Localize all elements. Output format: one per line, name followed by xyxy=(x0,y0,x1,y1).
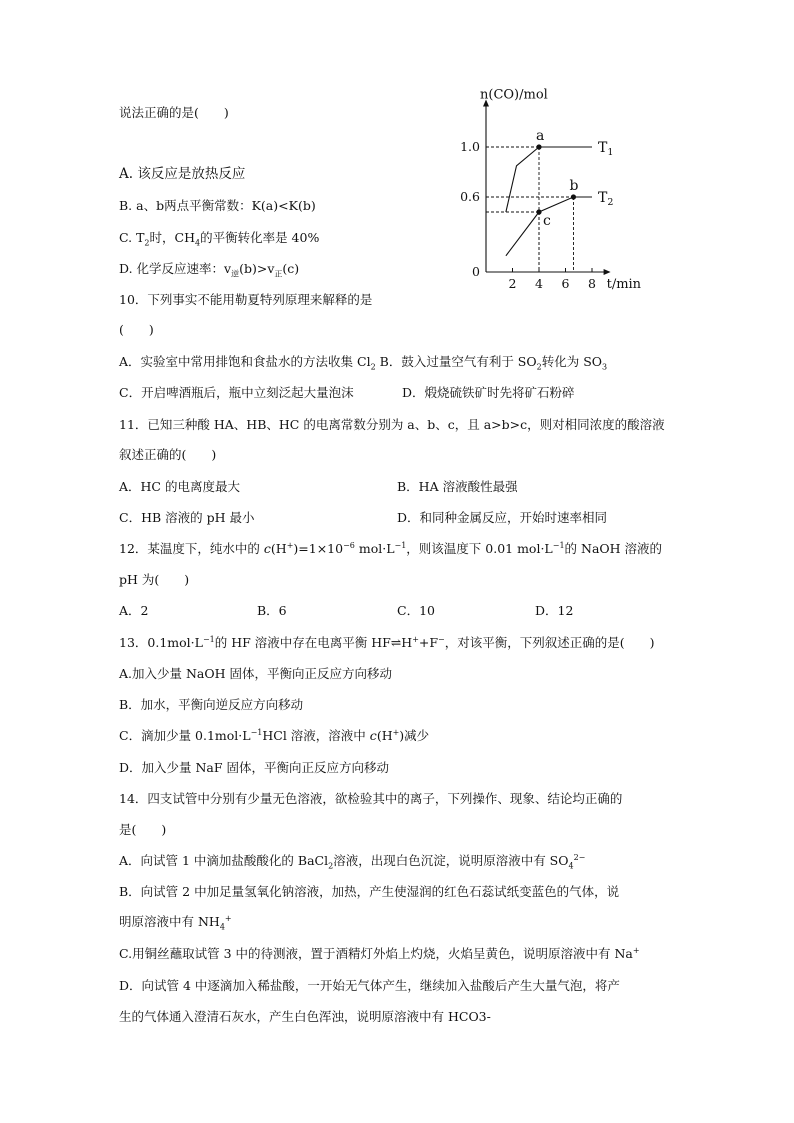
q11-stem-line1: 11．已知三种酸 HA、HB、HC 的电离常数分别为 a、b、c，且 a>b>c，则对相同浓度的酸溶液 xyxy=(119,417,665,432)
q14-option-b-line2: 明原溶液中有 $NH_4^+$ xyxy=(119,913,232,932)
q12-option-a: A．2 xyxy=(119,603,149,618)
q10-option-c: C．开启啤酒瓶后，瓶中立刻泛起大量泡沫 xyxy=(119,385,354,400)
series-label-T2 xyxy=(598,190,613,208)
series-label-main: T xyxy=(598,190,608,206)
point-label-b: b xyxy=(569,178,579,194)
x-tick-label: 2 xyxy=(508,276,517,291)
q12-option-d: D．12 xyxy=(535,603,574,618)
series-label-sub: 2 xyxy=(607,197,614,208)
q10-stem: 10．下列事实不能用勒夏特列原理来解释的是 xyxy=(119,292,373,307)
x-axis-label: t/min xyxy=(606,277,642,292)
series-label-sub: 1 xyxy=(607,147,614,158)
q11-option-a: A．HC 的电离度最大 xyxy=(119,479,240,494)
x-tick-label: 4 xyxy=(535,276,543,291)
y-tick-label: 1.0 xyxy=(460,139,480,154)
x-axis-arrow xyxy=(604,269,611,275)
q12-stem-line2: pH 为( ) xyxy=(119,572,190,587)
q10-answer-paren: ( ) xyxy=(119,322,154,337)
y-tick-label: 0.6 xyxy=(460,189,480,204)
q11-option-d: D．和同种金属反应，开始时速率相同 xyxy=(397,510,608,525)
q11-option-c: C．HB 溶液的 pH 最小 xyxy=(119,510,255,525)
series-line-T1 xyxy=(506,147,592,212)
x-tick-label: 8 xyxy=(588,276,596,291)
x-tick-label: 6 xyxy=(561,276,570,291)
q13-stem: 13．$0.1mol\cdot L^{-1}$的 HF 溶液中存在电离平衡 HF⇌H++F−，对该平衡，下列叙述正确的是( ) xyxy=(119,634,655,650)
q9-option-d: D. 化学反应速率：$v_逆(b)>v_正(c)$ xyxy=(119,261,300,279)
q14-option-d-line1: D．向试管 4 中逐滴加入稀盐酸，一开始无气体产生，继续加入盐酸后产生大量气泡，将产 xyxy=(119,978,620,993)
y-tick-label: 0 xyxy=(472,264,480,279)
point-a xyxy=(536,144,541,149)
q10-option-a: A．实验室中常用排饱和食盐水的方法收集 $Cl_2$ xyxy=(119,354,376,372)
series-label-T1 xyxy=(598,140,613,158)
q12-option-b: B．6 xyxy=(257,603,287,618)
q14-stem-line2: 是( ) xyxy=(119,822,167,837)
co-amount-vs-time-chart xyxy=(440,87,660,298)
q12-stem-line1: 12．某温度下，纯水中的 $c(H^+)=1\times 10^{-6}$ $mol\cdot L^{-1}$，则该温度下 0.01 $mol\cdot L^{-1}$的 NaOH 溶液的 xyxy=(119,540,663,556)
q11-option-b: B．HA 溶液酸性最强 xyxy=(397,479,518,494)
q14-option-a: A．向试管 1 中滴加盐酸酸化的 BaCl$_2$溶液，出现白色沉淀，说明原溶液中有 $SO_4^{2-}$ xyxy=(119,852,586,871)
q13-option-d: D．加入少量 NaF 固体，平衡向正反应方向移动 xyxy=(119,760,390,775)
q10-option-b: B．鼓入过量空气有利于 $SO_2$转化为 $SO_3$ xyxy=(375,354,608,372)
point-c xyxy=(536,209,541,214)
q9-option-a: A. 该反应是放热反应 xyxy=(119,166,246,182)
q10-option-d: D．煅烧硫铁矿时先将矿石粉碎 xyxy=(402,385,575,400)
q14-option-d-line2: 生的气体通入澄清石灰水，产生白色浑浊，说明原溶液中有 HCO3- xyxy=(119,1009,491,1024)
q11-stem-line2: 叙述正确的( ) xyxy=(119,447,217,462)
q14-option-c: C.用铜丝蘸取试管 3 中的待测液，置于酒精灯外焰上灼烧，火焰呈黄色，说明原溶液中有 Na+ xyxy=(119,945,640,961)
q12-option-c: C．10 xyxy=(397,603,435,618)
point-label-a: a xyxy=(536,128,545,144)
series-label-main: T xyxy=(598,140,608,156)
q10-options-ab xyxy=(119,353,607,371)
point-label-c: c xyxy=(543,213,551,229)
q13-option-a: A.加入少量 NaOH 固体，平衡向正反应方向移动 xyxy=(119,666,392,681)
point-b xyxy=(571,194,576,199)
q14-option-b-line1: B．向试管 2 中加足量氢氧化钠溶液，加热，产生使湿润的红色石蕊试纸变蓝色的气体，说 xyxy=(119,884,620,899)
y-axis-label: n(CO)/mol xyxy=(480,87,548,103)
q13-option-b: B．加水，平衡向逆反应方向移动 xyxy=(119,697,304,712)
q14-stem-line1: 14．四支试管中分别有少量无色溶液，欲检验其中的离子，下列操作、现象、结论均正确的 xyxy=(119,791,623,806)
q9-option-b: B. a、b两点平衡常数：K(a)<K(b) xyxy=(119,198,316,213)
q9-stem: 说法正确的是( ) xyxy=(119,105,229,120)
q9-option-c: C. $T_2$时，$CH_4$的平衡转化率是 40% xyxy=(119,230,320,248)
q13-option-c: C．滴加少量 $0.1mol\cdot L^{-1}HCl$ 溶液，溶液中 c(H+)减少 xyxy=(119,727,430,743)
